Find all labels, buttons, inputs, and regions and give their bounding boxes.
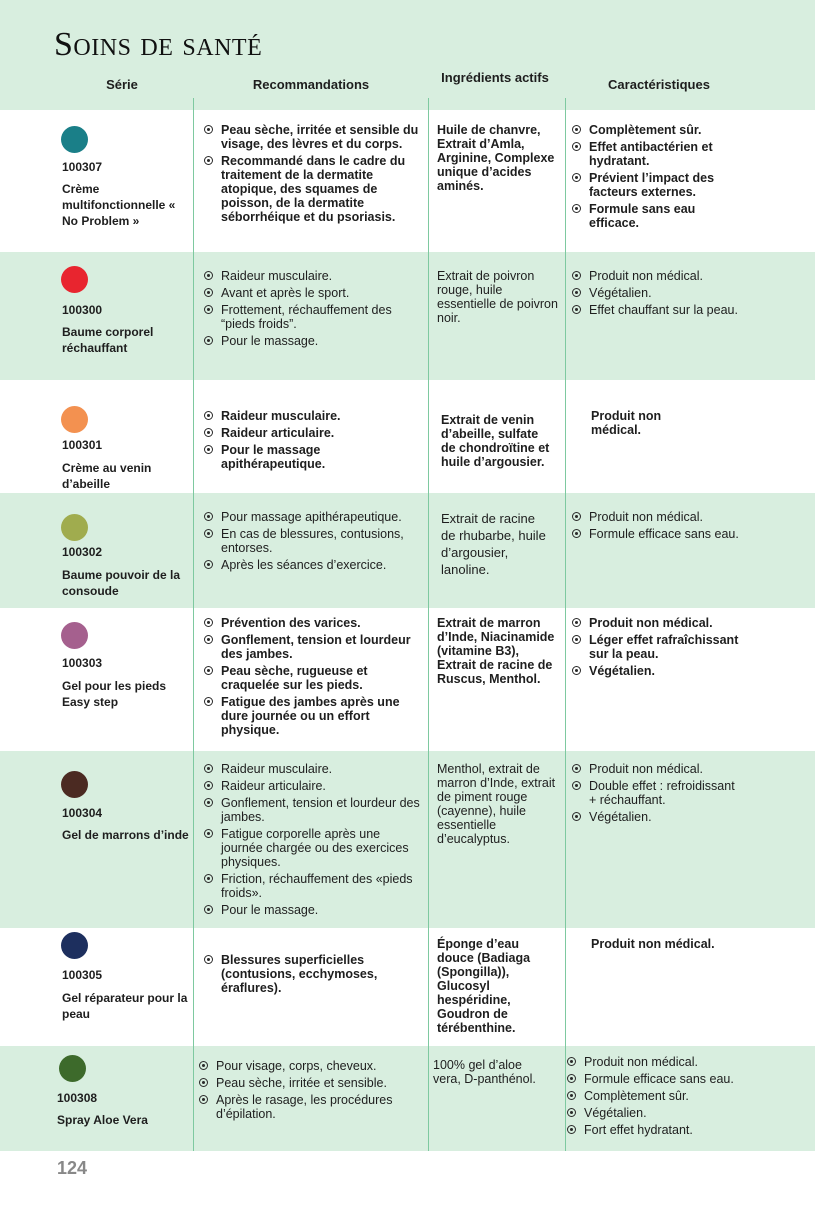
list-item-text: Produit non médical.	[589, 616, 713, 630]
list-item	[572, 762, 742, 776]
list-item-text: Végétalien.	[584, 1106, 647, 1120]
bullet-icon	[572, 288, 581, 297]
list-item-text: Léger effet rafraîchissant sur la peau.	[589, 633, 739, 661]
list-item-text: Végétalien.	[589, 286, 652, 300]
list-item-text: Peau sèche, irritée et sensible du visage, des lèvres et du corps.	[221, 123, 419, 151]
bullet-list	[204, 123, 424, 224]
list-item-text: Après les séances d’exercice.	[221, 558, 387, 572]
ingredients-text: Extrait de marron d’Inde, Niacinamide (vitamine B3), Extrait de racine de Ruscus, Menthol.	[437, 616, 555, 686]
list-item	[204, 664, 424, 692]
features-list	[567, 1055, 757, 1140]
ingredients-text: Éponge d’eau douce (Badiaga (Spongilla)), Glucosyl hespéridine, Goudron de térébenthine.	[437, 937, 531, 1035]
list-item-text: Produit non médical.	[584, 1055, 698, 1069]
product-color-swatch	[61, 406, 88, 433]
product-code: 100305	[62, 968, 103, 982]
list-item-text: En cas de blessures, contusions, entorses.	[221, 527, 404, 555]
bullet-icon	[572, 173, 581, 182]
list-item	[572, 286, 742, 300]
list-item-text: Double effet : refroidissant + réchauffant.	[589, 779, 735, 807]
recommendations-list	[204, 762, 424, 920]
bullet-list	[199, 1059, 421, 1121]
list-item-text: Fatigue corporelle après une journée chargée ou des exercices physiques.	[221, 827, 409, 869]
bullet-list	[204, 269, 424, 348]
list-item	[204, 527, 424, 555]
bullet-list	[567, 1055, 757, 1137]
bullet-icon	[199, 1095, 208, 1104]
bullet-icon	[204, 411, 213, 420]
list-item-text: Effet antibactérien et hydratant.	[589, 140, 713, 168]
list-item	[204, 154, 424, 224]
bullet-icon	[204, 829, 213, 838]
column-header-recommandations: Recommandations	[252, 77, 370, 92]
list-item	[204, 303, 424, 331]
features-list	[572, 269, 742, 320]
product-color-swatch	[61, 126, 88, 153]
list-item	[204, 123, 424, 151]
bullet-list	[572, 510, 742, 541]
list-item-text: Formule efficace sans eau.	[589, 527, 739, 541]
list-item-text: Raideur musculaire.	[221, 409, 341, 423]
list-item	[199, 1059, 421, 1073]
list-item-text: Pour massage apithérapeutique.	[221, 510, 402, 524]
list-item	[204, 953, 424, 995]
product-name: Gel réparateur pour la peau	[62, 991, 188, 1021]
bullet-icon	[204, 666, 213, 675]
list-item-text: Prévention des varices.	[221, 616, 361, 630]
list-item	[567, 1055, 757, 1069]
list-item-text: Raideur articulaire.	[221, 426, 335, 440]
bullet-icon	[572, 271, 581, 280]
product-code: 100304	[62, 806, 103, 820]
list-item	[572, 616, 742, 630]
recommendations-list	[204, 123, 424, 227]
product-code: 100303	[62, 656, 103, 670]
list-item-text: Produit non médical.	[589, 762, 703, 776]
feature-text: Produit non médical.	[591, 937, 715, 951]
ingredients-text: Extrait de poivron rouge, huile essentielle de poivron noir.	[437, 269, 558, 325]
list-item	[204, 443, 424, 471]
list-item	[572, 202, 742, 230]
product-name: Spray Aloe Vera	[57, 1113, 148, 1127]
list-item-text: Blessures superficielles (contusions, ecchymoses, éraflures).	[221, 953, 378, 995]
product-name: Gel de marrons d’inde	[62, 828, 189, 842]
list-item	[204, 334, 424, 348]
bullet-icon	[572, 529, 581, 538]
list-item-text: Fort effet hydratant.	[584, 1123, 693, 1137]
recommendations-list	[199, 1059, 421, 1124]
product-color-swatch	[61, 622, 88, 649]
list-item-text: Fatigue des jambes après une dure journée ou un effort physique.	[221, 695, 400, 737]
list-item-text: Complètement sûr.	[589, 123, 702, 137]
bullet-list	[572, 269, 742, 317]
features-list	[572, 123, 742, 233]
bullet-list	[572, 762, 742, 824]
column-divider	[428, 98, 429, 1151]
product-code: 100308	[57, 1091, 98, 1105]
bullet-icon	[204, 781, 213, 790]
list-item-text: Friction, réchauffement des «pieds froids».	[221, 872, 413, 900]
ingredients-text: Menthol, extrait de marron d’Inde, extrait de piment rouge (cayenne), huile essentielle d’eucalyptus.	[437, 762, 556, 846]
product-code: 100301	[62, 438, 103, 452]
list-item-text: Végétalien.	[589, 810, 652, 824]
bullet-icon	[199, 1061, 208, 1070]
list-item	[572, 140, 742, 168]
bullet-icon	[572, 812, 581, 821]
list-item	[572, 171, 742, 199]
list-item	[204, 510, 424, 524]
bullet-icon	[204, 125, 213, 134]
product-color-swatch	[61, 771, 88, 798]
list-item-text: Complètement sûr.	[584, 1089, 689, 1103]
bullet-icon	[204, 635, 213, 644]
list-item-text: Avant et après le sport.	[221, 286, 350, 300]
bullet-list	[204, 616, 424, 737]
bullet-list	[204, 762, 424, 917]
bullet-icon	[199, 1078, 208, 1087]
bullet-icon	[572, 142, 581, 151]
list-item-text: Gonflement, tension et lourdeur des jambes.	[221, 633, 411, 661]
bullet-icon	[204, 764, 213, 773]
list-item-text: Pour le massage.	[221, 334, 319, 348]
bullet-icon	[572, 635, 581, 644]
recommendations-list	[204, 269, 424, 351]
list-item	[572, 510, 742, 524]
bullet-icon	[204, 336, 213, 345]
product-name: Crème multifonctionnelle « No Problem »	[62, 182, 176, 228]
list-item	[572, 779, 742, 807]
bullet-icon	[572, 666, 581, 675]
bullet-icon	[204, 905, 213, 914]
column-header-caracteristiques: Caractéristiques	[608, 77, 710, 92]
bullet-icon	[204, 288, 213, 297]
bullet-list	[204, 409, 424, 471]
list-item	[204, 872, 424, 900]
list-item-text: Recommandé dans le cadre du traitement de la dermatite atopique, des squames de poisson, de la dermatite séborrhéique et du psoriasis.	[221, 154, 406, 224]
features-list	[572, 616, 742, 681]
bullet-icon	[204, 874, 213, 883]
page-number: 124	[57, 1158, 88, 1178]
bullet-icon	[204, 445, 213, 454]
column-divider	[193, 98, 194, 1151]
bullet-icon	[567, 1108, 576, 1117]
bullet-icon	[204, 955, 213, 964]
product-code: 100300	[62, 303, 103, 317]
product-name: Baume pouvoir de la consoude	[62, 568, 181, 598]
bullet-icon	[572, 204, 581, 213]
list-item	[567, 1106, 757, 1120]
list-item	[204, 796, 424, 824]
list-item-text: Végétalien.	[589, 664, 655, 678]
list-item	[204, 695, 424, 737]
bullet-icon	[204, 305, 213, 314]
bullet-icon	[567, 1125, 576, 1134]
list-item	[572, 269, 742, 283]
column-divider	[565, 98, 566, 1151]
bullet-icon	[567, 1074, 576, 1083]
bullet-icon	[204, 271, 213, 280]
product-code: 100302	[62, 545, 103, 559]
bullet-icon	[572, 618, 581, 627]
list-item	[572, 633, 742, 661]
list-item	[204, 903, 424, 917]
product-color-swatch	[59, 1055, 86, 1082]
list-item-text: Effet chauffant sur la peau.	[589, 303, 738, 317]
bullet-icon	[572, 125, 581, 134]
page-title: Soins de santé	[54, 26, 263, 63]
column-header-serie: Série	[106, 77, 138, 92]
list-item-text: Frottement, réchauffement des “pieds froids”.	[221, 303, 392, 331]
bullet-icon	[567, 1091, 576, 1100]
bullet-icon	[204, 428, 213, 437]
list-item	[204, 616, 424, 630]
list-item	[572, 303, 742, 317]
recommendations-list	[204, 616, 424, 740]
list-item-text: Formule efficace sans eau.	[584, 1072, 734, 1086]
recommendations-list	[204, 953, 424, 998]
bullet-icon	[204, 529, 213, 538]
list-item-text: Gonflement, tension et lourdeur des jambes.	[221, 796, 420, 824]
list-item	[567, 1089, 757, 1103]
list-item	[572, 810, 742, 824]
list-item-text: Peau sèche, rugueuse et craquelée sur les pieds.	[221, 664, 368, 692]
list-item	[204, 426, 424, 440]
list-item-text: Pour le massage.	[221, 903, 319, 917]
list-item	[204, 409, 424, 423]
bullet-icon	[572, 781, 581, 790]
bullet-icon	[572, 305, 581, 314]
list-item-text: Raideur articulaire.	[221, 779, 326, 793]
list-item-text: Raideur musculaire.	[221, 269, 333, 283]
product-color-swatch	[61, 932, 88, 959]
product-name: Baume corporel réchauffant	[62, 325, 154, 355]
bullet-icon	[572, 764, 581, 773]
list-item	[204, 558, 424, 572]
ingredients-text: Extrait de venin d’abeille, sulfate de chondroïtine et huile d’argousier.	[441, 413, 550, 469]
list-item-text: Pour visage, corps, cheveux.	[216, 1059, 377, 1073]
bullet-icon	[204, 697, 213, 706]
ingredients-text: Extrait de racine de rhubarbe, huile d’argousier, lanoline.	[441, 511, 546, 577]
bullet-icon	[572, 512, 581, 521]
list-item	[572, 123, 742, 137]
product-name: Crème au venin d’abeille	[62, 461, 152, 491]
bullet-icon	[204, 560, 213, 569]
list-item	[204, 779, 424, 793]
list-item	[199, 1076, 421, 1090]
bullet-icon	[204, 618, 213, 627]
list-item	[572, 664, 742, 678]
bullet-icon	[204, 512, 213, 521]
features-list	[572, 762, 742, 827]
feature-text: Produit non médical.	[591, 409, 662, 437]
list-item	[567, 1123, 757, 1137]
product-color-swatch	[61, 266, 88, 293]
list-item-text: Pour le massage apithérapeutique.	[221, 443, 326, 471]
list-item	[567, 1072, 757, 1086]
bullet-icon	[204, 798, 213, 807]
recommendations-list	[204, 409, 424, 474]
bullet-list	[572, 123, 742, 230]
list-item-text: Raideur musculaire.	[221, 762, 333, 776]
list-item-text: Produit non médical.	[589, 510, 703, 524]
list-item	[204, 286, 424, 300]
bullet-list	[204, 953, 424, 995]
bullet-list	[572, 616, 742, 678]
list-item	[204, 762, 424, 776]
list-item	[199, 1093, 421, 1121]
list-item	[204, 633, 424, 661]
list-item	[204, 827, 424, 869]
list-item-text: Prévient l’impact des facteurs externes.	[589, 171, 715, 199]
bullet-icon	[567, 1057, 576, 1066]
list-item-text: Formule sans eau efficace.	[589, 202, 696, 230]
ingredients-text: Huile de chanvre, Extrait d’Amla, Arginine, Complexe unique d’acides aminés.	[437, 123, 555, 193]
product-color-swatch	[61, 514, 88, 541]
bullet-icon	[204, 156, 213, 165]
list-item-text: Après le rasage, les procédures d’épilation.	[216, 1093, 393, 1121]
list-item-text: Peau sèche, irritée et sensible.	[216, 1076, 387, 1090]
product-code: 100307	[62, 160, 103, 174]
list-item	[572, 527, 742, 541]
column-header-ingredients: Ingrédients actifs	[441, 70, 549, 85]
features-list	[572, 510, 742, 544]
product-name: Gel pour les pieds Easy step	[62, 679, 167, 709]
bullet-list	[204, 510, 424, 572]
list-item	[204, 269, 424, 283]
list-item-text: Produit non médical.	[589, 269, 703, 283]
recommendations-list	[204, 510, 424, 575]
ingredients-text: 100% gel d’aloe vera, D-panthénol.	[433, 1058, 536, 1086]
